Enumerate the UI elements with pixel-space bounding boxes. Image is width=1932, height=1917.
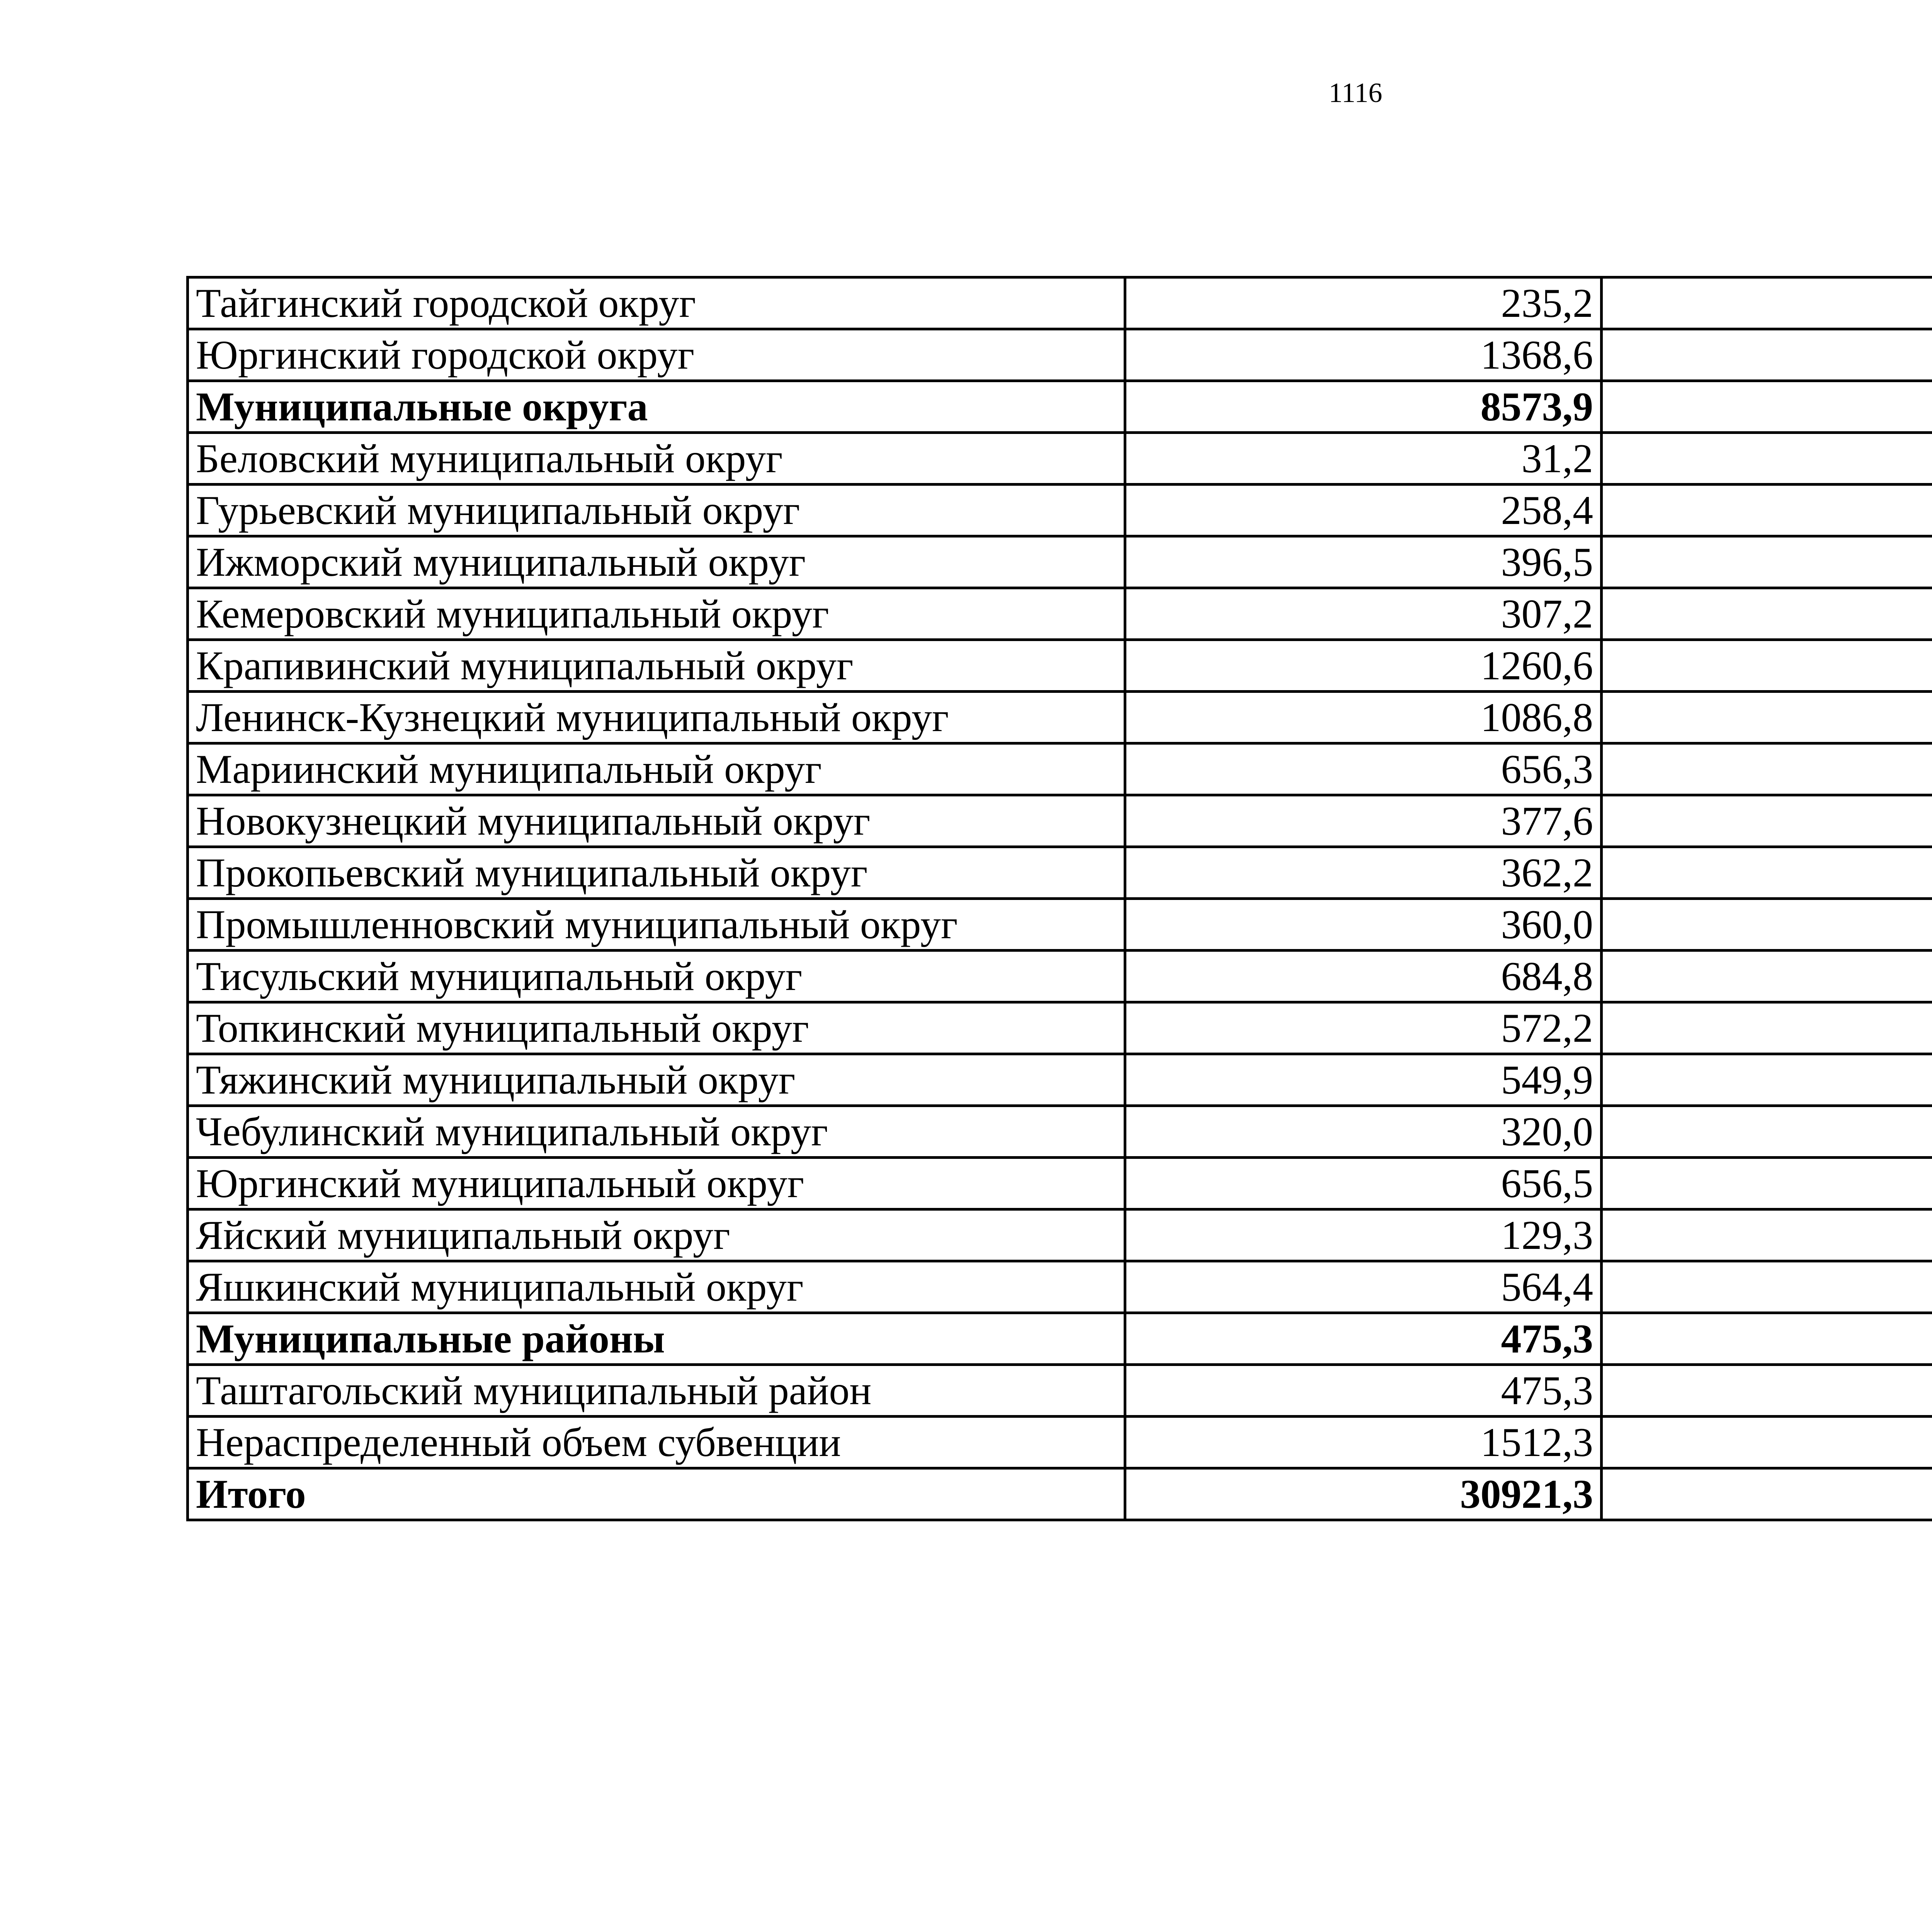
value-cell-1: 564,4 — [1125, 1261, 1602, 1313]
row-name-cell: Гурьевский муниципальный округ — [188, 485, 1125, 536]
row-name-cell: Муниципальные округа — [188, 381, 1125, 433]
table-row — [188, 433, 1932, 485]
value-cell-1: 396,5 — [1125, 536, 1602, 588]
value-cell-2 — [1602, 692, 1932, 743]
page-number: 1116 — [1328, 77, 1383, 108]
value-cell-2 — [1602, 899, 1932, 951]
table-row — [188, 1417, 1932, 1468]
value-cell-2 — [1602, 433, 1932, 485]
value-cell-1: 572,2 — [1125, 1002, 1602, 1054]
row-name-cell: Тайгинский городской округ — [188, 277, 1125, 329]
table-row — [188, 899, 1932, 951]
value-cell-2 — [1602, 1106, 1932, 1158]
value-cell-2 — [1602, 847, 1932, 899]
row-name-cell: Яйский муниципальный округ — [188, 1209, 1125, 1261]
value-cell-2 — [1602, 329, 1932, 381]
value-cell-2 — [1602, 1158, 1932, 1209]
row-name-cell: Юргинский муниципальный округ — [188, 1158, 1125, 1209]
value-cell-2 — [1602, 1417, 1932, 1468]
value-cell-1: 549,9 — [1125, 1054, 1602, 1106]
table-row — [188, 536, 1932, 588]
row-name-cell: Мариинский муниципальный округ — [188, 743, 1125, 795]
row-name-cell: Топкинский муниципальный округ — [188, 1002, 1125, 1054]
table-row — [188, 1106, 1932, 1158]
row-name-cell: Итого — [188, 1468, 1125, 1520]
row-name-cell: Тисульский муниципальный округ — [188, 951, 1125, 1002]
table-row — [188, 847, 1932, 899]
table-body — [188, 277, 1932, 1520]
row-name-cell: Крапивинский муниципальный округ — [188, 640, 1125, 692]
value-cell-2 — [1602, 1261, 1932, 1313]
value-cell-2 — [1602, 951, 1932, 1002]
table-row — [188, 1261, 1932, 1313]
table-row — [188, 1209, 1932, 1261]
value-cell-2 — [1602, 1209, 1932, 1261]
value-cell-1: 362,2 — [1125, 847, 1602, 899]
row-name-cell: Нераспределенный объем субвенции — [188, 1417, 1125, 1468]
table-row — [188, 1054, 1932, 1106]
value-cell-1: 475,3 — [1125, 1365, 1602, 1417]
row-name-cell: Чебулинский муниципальный округ — [188, 1106, 1125, 1158]
table-row — [188, 640, 1932, 692]
table-row — [188, 1002, 1932, 1054]
value-cell-2 — [1602, 485, 1932, 536]
value-cell-1: 656,5 — [1125, 1158, 1602, 1209]
value-cell-2 — [1602, 640, 1932, 692]
table-row — [188, 329, 1932, 381]
value-cell-1: 235,2 — [1125, 277, 1602, 329]
table-row-total — [188, 1468, 1932, 1520]
value-cell-1: 258,4 — [1125, 485, 1602, 536]
table-row — [188, 588, 1932, 640]
table-row-total — [188, 381, 1932, 433]
row-name-cell: Беловский муниципальный округ — [188, 433, 1125, 485]
row-name-cell: Промышленновский муниципальный округ — [188, 899, 1125, 951]
table-row — [188, 277, 1932, 329]
value-cell-2 — [1602, 1002, 1932, 1054]
table-row — [188, 743, 1932, 795]
value-cell-2 — [1602, 795, 1932, 847]
value-cell-2 — [1602, 277, 1932, 329]
table-row — [188, 795, 1932, 847]
row-name-cell: Юргинский городской округ — [188, 329, 1125, 381]
row-name-cell: Новокузнецкий муниципальный округ — [188, 795, 1125, 847]
value-cell-2 — [1602, 1054, 1932, 1106]
table-row — [188, 951, 1932, 1002]
value-cell-1: 8573,9 — [1125, 381, 1602, 433]
table-row — [188, 1365, 1932, 1417]
value-cell-2 — [1602, 1468, 1932, 1520]
subvention-table — [186, 276, 1932, 1521]
value-cell-1: 684,8 — [1125, 951, 1602, 1002]
value-cell-1: 656,3 — [1125, 743, 1602, 795]
value-cell-2 — [1602, 743, 1932, 795]
row-name-cell: Кемеровский муниципальный округ — [188, 588, 1125, 640]
row-name-cell: Яшкинский муниципальный округ — [188, 1261, 1125, 1313]
value-cell-1: 307,2 — [1125, 588, 1602, 640]
value-cell-1: 377,6 — [1125, 795, 1602, 847]
table-row — [188, 1158, 1932, 1209]
value-cell-1: 31,2 — [1125, 433, 1602, 485]
value-cell-1: 30921,3 — [1125, 1468, 1602, 1520]
table-row — [188, 485, 1932, 536]
value-cell-1: 1086,8 — [1125, 692, 1602, 743]
value-cell-1: 1260,6 — [1125, 640, 1602, 692]
table-row-total — [188, 1313, 1932, 1365]
value-cell-2 — [1602, 381, 1932, 433]
value-cell-2 — [1602, 536, 1932, 588]
value-cell-1: 475,3 — [1125, 1313, 1602, 1365]
row-name-cell: Ижморский муниципальный округ — [188, 536, 1125, 588]
value-cell-2 — [1602, 588, 1932, 640]
row-name-cell: Таштагольский муниципальный район — [188, 1365, 1125, 1417]
row-name-cell: Тяжинский муниципальный округ — [188, 1054, 1125, 1106]
row-name-cell: Прокопьевский муниципальный округ — [188, 847, 1125, 899]
value-cell-1: 1512,3 — [1125, 1417, 1602, 1468]
row-name-cell: Муниципальные районы — [188, 1313, 1125, 1365]
value-cell-1: 1368,6 — [1125, 329, 1602, 381]
value-cell-1: 320,0 — [1125, 1106, 1602, 1158]
value-cell-2 — [1602, 1365, 1932, 1417]
value-cell-2 — [1602, 1313, 1932, 1365]
table-row — [188, 692, 1932, 743]
row-name-cell: Ленинск-Кузнецкий муниципальный округ — [188, 692, 1125, 743]
value-cell-1: 360,0 — [1125, 899, 1602, 951]
value-cell-1: 129,3 — [1125, 1209, 1602, 1261]
